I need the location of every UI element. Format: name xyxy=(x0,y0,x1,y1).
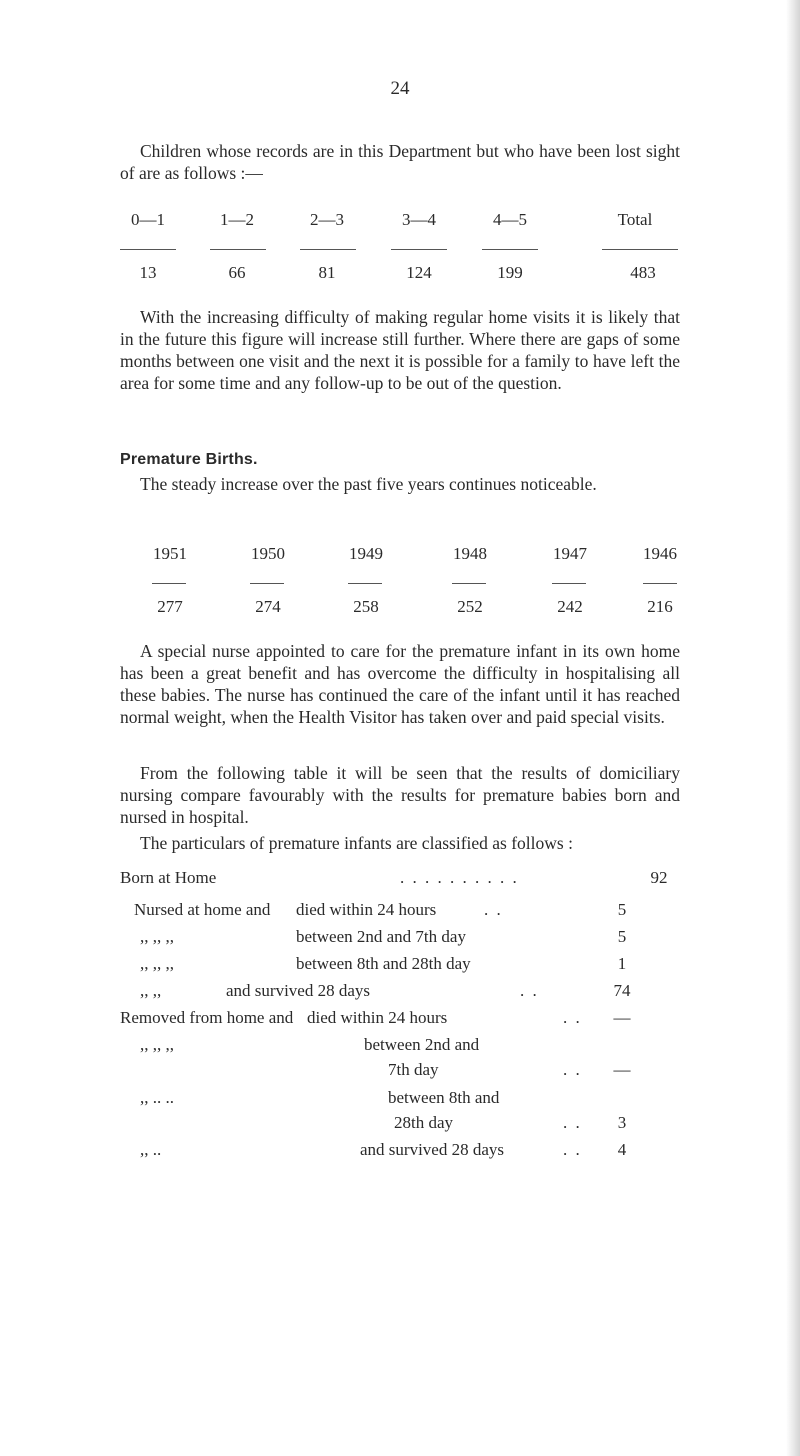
row-prefix: ,, ,, xyxy=(140,981,162,1000)
rule xyxy=(482,249,538,250)
count-1948: 252 xyxy=(457,597,483,616)
rule xyxy=(152,583,186,584)
year-1949: 1949 xyxy=(349,544,383,563)
premature-births-heading: Premature Births. xyxy=(120,451,258,468)
row-label: between 2nd and 7th day xyxy=(296,927,466,946)
leader-dots: . . xyxy=(563,1140,582,1159)
leader-dots: . . . . . . . . . . xyxy=(400,868,519,887)
year-header-row xyxy=(0,544,800,568)
year-1951: 1951 xyxy=(153,544,187,563)
row-label-continued: 7th day xyxy=(388,1060,439,1079)
row-label: and survived 28 days xyxy=(226,981,371,1000)
row-label-continued: 28th day xyxy=(394,1113,454,1132)
value-2-3: 81 xyxy=(318,263,336,282)
value-0-1: 13 xyxy=(139,263,157,282)
row-label: died within 24 hours xyxy=(307,1008,448,1027)
classification-row xyxy=(0,900,800,924)
classification-row xyxy=(0,954,800,978)
count-1947: 242 xyxy=(557,597,583,616)
classified-intro: The particulars of premature infants are classified as follows : xyxy=(140,833,573,853)
row-prefix: ,, .. xyxy=(140,1140,162,1159)
rule xyxy=(552,583,586,584)
age-header-4-5: 4—5 xyxy=(493,210,527,229)
leader-dots: . . xyxy=(563,1008,582,1027)
rule xyxy=(250,583,284,584)
leader-dots: . . xyxy=(520,981,539,1000)
classification-row xyxy=(0,927,800,951)
lost-sight-rules xyxy=(0,249,800,251)
row-prefix: ,, .. .. xyxy=(140,1088,174,1107)
rule xyxy=(348,583,382,584)
value-3-4: 124 xyxy=(406,263,432,282)
born-at-home-row xyxy=(0,868,800,892)
born-at-home-value: 92 xyxy=(650,868,668,887)
premature-intro: The steady increase over the past five years continues noticeable. xyxy=(140,474,597,494)
row-value: 1 xyxy=(617,954,627,973)
row-value: — xyxy=(613,1008,631,1027)
rule xyxy=(120,249,176,250)
row-value: 4 xyxy=(617,1140,627,1159)
leader-dots: . . xyxy=(563,1060,582,1079)
row-value: 5 xyxy=(617,900,627,919)
rule xyxy=(643,583,677,584)
domiciliary-paragraph: From the following table it will be seen that the results of domiciliary nursing compare favourably with the results for premature babies born and nursed in hospital. xyxy=(120,763,680,827)
row-value: 5 xyxy=(617,927,627,946)
row-label: between 8th and 28th day xyxy=(296,954,471,973)
age-header-2-3: 2—3 xyxy=(310,210,344,229)
lost-sight-header-row xyxy=(0,210,800,234)
row-value: 74 xyxy=(613,981,631,1000)
row-label: and survived 28 days xyxy=(360,1140,505,1159)
year-1947: 1947 xyxy=(553,544,587,563)
row-prefix: Removed from home and xyxy=(120,1008,294,1027)
year-rules xyxy=(0,583,800,585)
age-header-0-1: 0—1 xyxy=(131,210,165,229)
rule xyxy=(452,583,486,584)
row-value: 3 xyxy=(617,1113,627,1132)
year-1950: 1950 xyxy=(251,544,285,563)
rule xyxy=(210,249,266,250)
year-count-row xyxy=(0,597,800,621)
age-header-1-2: 1—2 xyxy=(220,210,254,229)
classification-row xyxy=(0,981,800,1005)
row-label: between 2nd and xyxy=(364,1035,480,1054)
rule xyxy=(391,249,447,250)
home-visits-paragraph: With the increasing difficulty of making regular home visits it is likely that in the future this figure will increase still further. Where there are gaps of some months between one visit and the next it is possible for a family to have left the area for some time and any follow-up to be out of the question. xyxy=(120,307,680,393)
count-1951: 277 xyxy=(157,597,183,616)
special-nurse-paragraph: A special nurse appointed to care for the premature infant in its own home has been a great benefit and has overcome the difficulty in hospitalising all these babies. The nurse has continued the care of the infant until it has reached normal weight, when the Health Visitor has taken over and paid special visits. xyxy=(120,641,680,727)
rule xyxy=(602,249,678,250)
row-prefix: ,, ,, ,, xyxy=(140,1035,174,1054)
year-1946: 1946 xyxy=(643,544,677,563)
count-1946: 216 xyxy=(647,597,673,616)
row-prefix: ,, ,, ,, xyxy=(140,927,174,946)
classification-row xyxy=(0,1035,800,1083)
rule xyxy=(300,249,356,250)
age-header-3-4: 3—4 xyxy=(402,210,436,229)
row-label: died within 24 hours xyxy=(296,900,437,919)
value-4-5: 199 xyxy=(497,263,523,282)
classification-row xyxy=(0,1008,800,1032)
born-at-home-label: Born at Home xyxy=(120,868,217,887)
total-header: Total xyxy=(617,210,653,229)
leader-dots: . . xyxy=(484,900,503,919)
classification-row xyxy=(0,1088,800,1136)
row-prefix: Nursed at home and xyxy=(134,900,271,919)
count-1950: 274 xyxy=(255,597,281,616)
count-1949: 258 xyxy=(353,597,379,616)
lost-sight-value-row xyxy=(0,263,800,287)
value-1-2: 66 xyxy=(228,263,246,282)
lost-sight-intro: Children whose records are in this Department but who have been lost sight of are as follows :— xyxy=(120,141,680,183)
classification-row xyxy=(0,1140,800,1164)
page-number: 24 xyxy=(390,78,410,99)
leader-dots: . . xyxy=(563,1113,582,1132)
row-prefix: ,, ,, ,, xyxy=(140,954,174,973)
row-value: — xyxy=(613,1060,631,1079)
value-total: 483 xyxy=(630,263,656,282)
row-label: between 8th and xyxy=(388,1088,500,1107)
year-1948: 1948 xyxy=(453,544,487,563)
